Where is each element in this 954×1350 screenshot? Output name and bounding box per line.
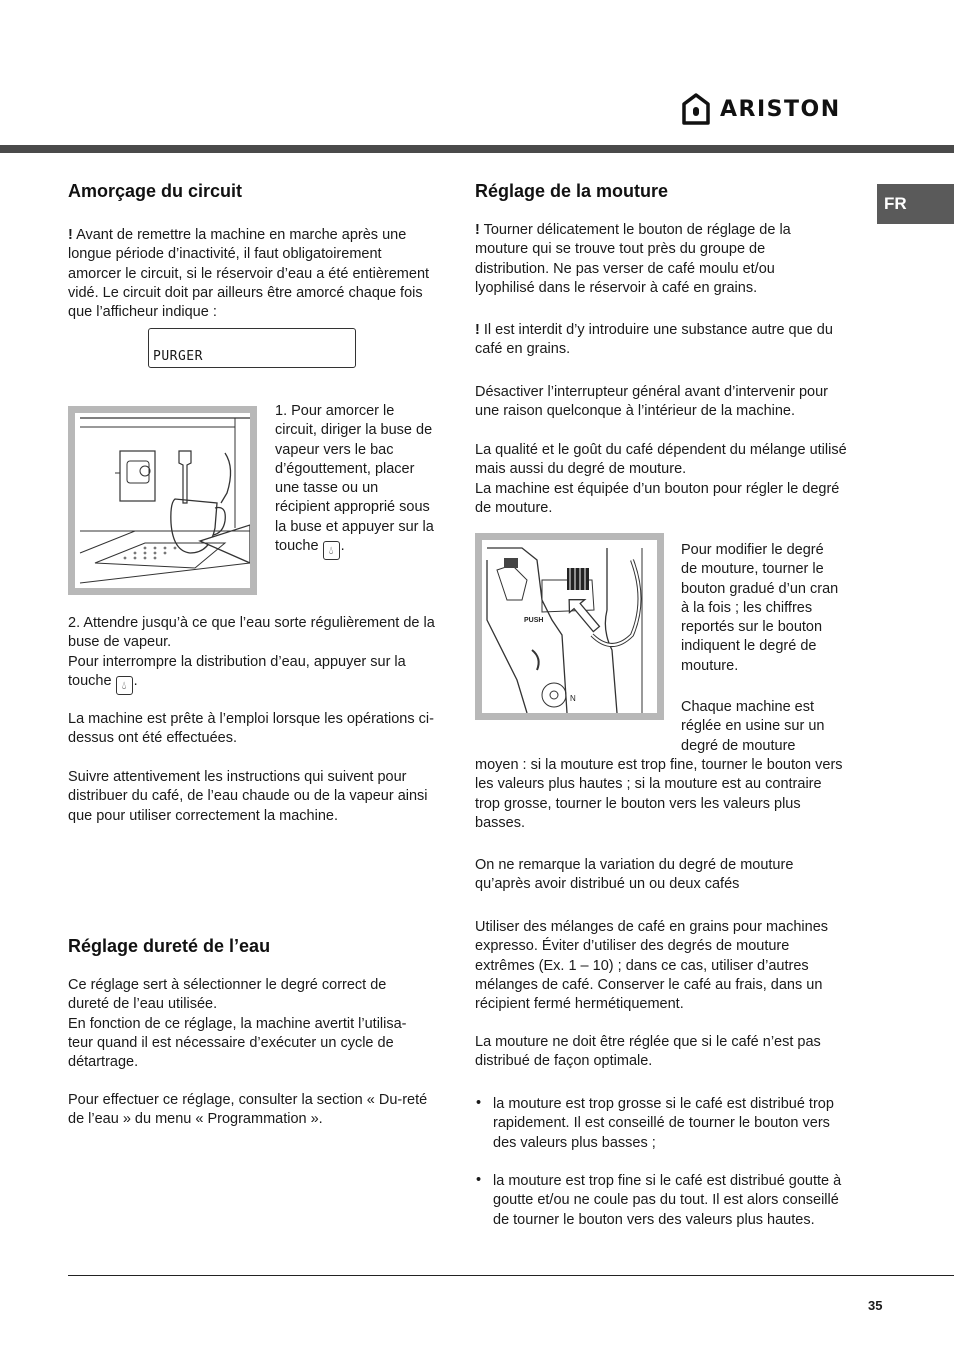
hardness-p1: Ce réglage sert à sélectionner le degré correct de dureté de l’eau utilisée. bbox=[68, 977, 387, 1013]
house-logo-icon bbox=[682, 93, 710, 125]
figure-grinder-knob bbox=[475, 533, 664, 720]
grind-warning-2 bbox=[475, 321, 847, 360]
brand-logo bbox=[682, 92, 841, 126]
factory-setting-text-b: moyen : si la mouture est trop fine, tourner le bouton vers les valeurs plus hautes ; si la mouture est au contraire trop grosse, tourner le bouton vers les valeurs plus basses. bbox=[475, 757, 843, 831]
ready-text: La machine est prête à l’emploi lorsque les opérations ci-dessus ont été effectuées. bbox=[68, 711, 434, 747]
language-tab bbox=[877, 184, 954, 224]
bullet-mark: • bbox=[476, 1172, 482, 1188]
bullet-item-fine: la mouture est trop fine si le café est distribué goutte à goutte et/ou ne coule pas du tout. Il est alors conseillé de tourner le bouton vers des valeurs plus hautes. bbox=[493, 1173, 842, 1228]
step1-end: . bbox=[340, 538, 345, 555]
step1-text bbox=[275, 402, 435, 560]
bullet-mark: • bbox=[476, 1095, 482, 1111]
grind-warning-2-text: Il est interdit d’y introduire une substance autre que du café en grains. bbox=[475, 322, 833, 358]
language-label: FR bbox=[884, 194, 907, 213]
brand-name: ARISTON bbox=[720, 96, 841, 122]
only-if-text: La mouture ne doit être réglée que si le café n’est pas distribué de façon optimale. bbox=[475, 1034, 821, 1070]
water-drop-key-icon: 💧︎ bbox=[116, 676, 133, 695]
variation-text: On ne remarque la variation du degré de mouture qu’après avoir distribué un ou deux cafés bbox=[475, 857, 794, 893]
hardness-text bbox=[68, 976, 428, 1072]
section-title-priming: Amorçage du circuit bbox=[68, 181, 243, 201]
page-number: 35 bbox=[868, 1298, 883, 1313]
hardness-ref-text: Pour effectuer ce réglage, consulter la section « Du-reté de l’eau » du menu « Programmation ». bbox=[68, 1092, 428, 1128]
blends-text: Utiliser des mélanges de café en grains pour machines expresso. Éviter d’utiliser des degrés de mouture extrêmes (Ex. 1 – 10) ; dans ce cas, utiliser d’autres mélanges de café. Conserver le café au frais, dans un récipient fermé hermétiquement. bbox=[475, 919, 829, 1013]
display-text: PURGER bbox=[153, 349, 203, 364]
grind-warning-1 bbox=[475, 221, 805, 298]
follow-text: Suivre attentivement les instructions qui suivent pour distribuer du café, de l’eau chaude ou de la vapeur ainsi que pour utiliser correctement la machine. bbox=[68, 769, 428, 824]
quality-a: La qualité et le goût du café dépendent du mélange utilisé mais aussi du degré de mouture. bbox=[475, 442, 847, 478]
priming-warning-text: Avant de remettre la machine en marche après une longue période d’inactivité, il faut obligatoirement amorcer le circuit, si le réservoir d’eau a été entièrement vidé. Le circuit doit par ailleurs être amorcé chaque fois que l’afficheur indique : bbox=[68, 227, 430, 321]
quality-text bbox=[475, 441, 850, 518]
step1-text-body: 1. Pour amorcer le circuit, diriger la buse de vapeur vers le bac d’égouttement, placer une tasse ou un récipient approprié sous la buse et appuyer sur la touche bbox=[275, 403, 434, 555]
bullet-item-coarse: la mouture est trop grosse si le café est distribué trop rapidement. Il est conseillé de tourner le bouton vers des valeurs plus basses ; bbox=[493, 1096, 834, 1151]
step2-a: 2. Attendre jusqu’à ce que l’eau sorte régulièrement de la buse de vapeur. bbox=[68, 615, 435, 651]
switch-off-text: Désactiver l’interrupteur général avant d’intervenir pour une raison quelconque à l’intérieur de la machine. bbox=[475, 384, 829, 420]
push-label: PUSH bbox=[524, 617, 544, 624]
warning-mark: ! bbox=[475, 222, 480, 238]
warning-mark: ! bbox=[68, 227, 73, 243]
section-title-grind: Réglage de la mouture bbox=[475, 181, 669, 201]
quality-b: La machine est équipée d’un bouton pour régler le degré de mouture. bbox=[475, 480, 840, 516]
water-drop-key-icon: 💧︎ bbox=[323, 541, 340, 560]
step2-b: Pour interrompre la distribution d’eau, appuyer sur la touche bbox=[68, 653, 406, 689]
steam-nozzle-illustration bbox=[75, 413, 250, 588]
footer-divider bbox=[68, 1275, 954, 1276]
section-title-water-hardness: Réglage dureté de l’eau bbox=[68, 936, 271, 956]
grind-warning-1-text: Tourner délicatement le bouton de réglage de la mouture qui se trouve tout près du groupe de distribution. Ne pas verser de café moulu et/ou lyophilisé dans le réservoir à café en grains. bbox=[475, 222, 791, 296]
display-screen bbox=[148, 328, 356, 368]
grinder-knob-illustration bbox=[482, 540, 657, 713]
priming-warning bbox=[68, 226, 438, 322]
grind-figure-text: Pour modifier le degré de mouture, tourner le bouton gradué d’un cran à la fois ; les chiffres reportés sur le bouton indiquent le degré de mouture. bbox=[681, 542, 839, 674]
hardness-p2: En fonction de ce réglage, la machine avertit l’utilisa-teur quand il est nécessaire d’exécuter un cycle de détartrage. bbox=[68, 1015, 407, 1071]
figure-steam-nozzle bbox=[68, 406, 257, 595]
header-divider bbox=[0, 145, 954, 153]
n-label: N bbox=[570, 694, 576, 703]
step2-end: . bbox=[133, 672, 138, 689]
warning-mark: ! bbox=[475, 322, 480, 338]
step2-text bbox=[68, 614, 440, 695]
factory-setting-text-a: Chaque machine est réglée en usine sur un degré de mouture bbox=[681, 699, 825, 754]
